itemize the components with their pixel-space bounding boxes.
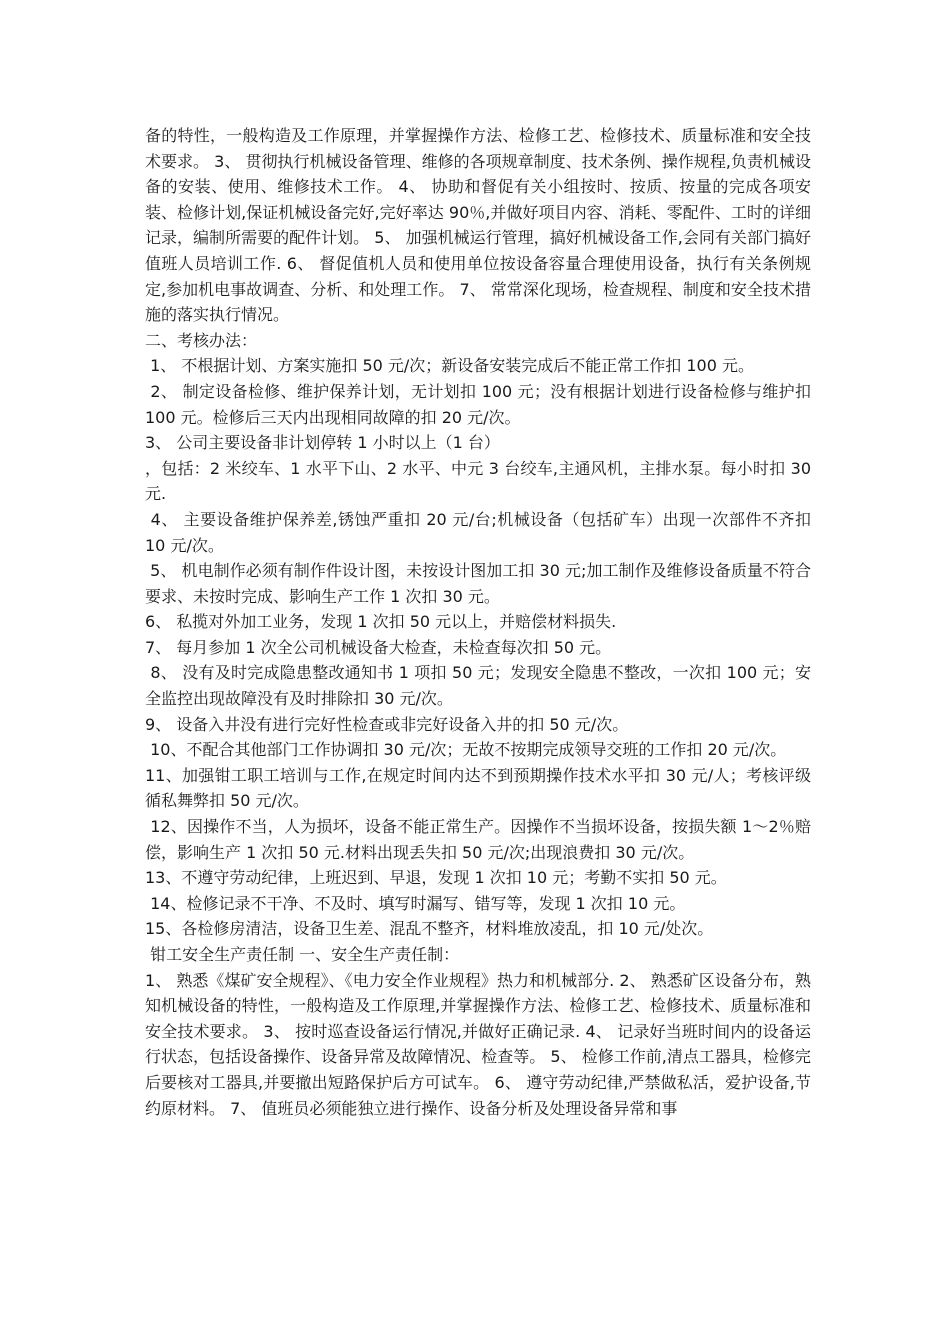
assessment-item-7: 7、 每月参加 1 次全公司机械设备大检查，未检查每次扣 50 元。 [145,637,612,657]
section-heading-fitter-safety: 钳工安全生产责任制 一、安全生产责任制： [145,945,460,964]
heading-assessment-methods: 二、考核办法： [145,330,258,350]
assessment-item-3-details: ，包括：2 米绞车、1 水平下山、2 水平、中元 3 台绞车,主通风机，主排水泵。每小时扣 30 元. [145,458,817,504]
paragraph-duties-continued: 备的特性，一般构造及工作原理，并掌握操作方法、检修工艺、检修技术、质量标准和安全技术要求。 3、 贯彻执行机械设备管理、维修的各项规章制度、技术条例、操作规程,负责机械设备的安装、使用、维修技术工作。 4、 协助和督促有关小组按时、按质、按量的完成各项安装、检修计划,保证机械设备完好,完好率达 90％,并做好项目内容、消耗、零配件、工时的详细记录，编制所需要的配件计划。 5、 加强机械运行管理，搞好机械设备工作,会同有关部门搞好值班人员培训工作. 6、 督促值机人员和使用单位按设备容量合理使用设备，执行有关条例规定,参加机电事故调查、分析、和处理工作。 7、 常常深化现场，检查规程、制度和安全技术措施的落实执行情况。 [145,126,811,325]
assessment-item-4: 4、 主要设备维护保养差,锈蚀严重扣 20 元/台;机械设备（包括矿车）出现一次部件不齐扣 10 元/次。 [145,509,817,555]
assessment-item-6: 6、 私揽对外加工业务，发现 1 次扣 50 元以上，并赔偿材料损失. [145,612,617,632]
assessment-item-2: 2、 制定设备检修、维护保养计划，无计划扣 100 元；没有根据计划进行设备检修与维护扣 100 元。检修后三天内出现相同故障的扣 20 元/次。 [145,381,817,427]
assessment-item-15: 15、各检修房清洁，设备卫生差、混乱不整齐，材料堆放凌乱，扣 10 元/处次。 [145,919,714,939]
assessment-item-13: 13、不遵守劳动纪律，上班迟到、早退，发现 1 次扣 10 元；考勤不实扣 50 元。 [145,868,727,888]
assessment-item-5: 5、 机电制作必须有制作件设计图，未按设计图加工扣 30 元;加工制作及维修设备质量不符合要求、未按时完成、影响生产工作 1 次扣 30 元。 [145,561,811,606]
assessment-item-10: 10、不配合其他部门工作协调扣 30 元/次；无故不按期完成领导交班的工作扣 20 元/次。 [145,740,787,760]
assessment-item-12: 12、因操作不当，人为损坏，设备不能正常生产。因操作不当损坏设备，按损失额 1～2％赔偿，影响生产 1 次扣 50 元.材料出现丢失扣 50 元/次;出现浪费扣 30 元/次。 [145,817,811,862]
document-body [145,123,817,1121]
assessment-item-14: 14、检修记录不干净、不及时、填写时漏写、错写等，发现 1 次扣 10 元。 [145,893,686,913]
assessment-item-3: 3、 公司主要设备非计划停转 1 小时以上（1 台） [145,433,500,453]
assessment-item-11: 11、加强钳工职工培训与工作,在规定时间内达不到预期操作技术水平扣 30 元/人；考核评级循私舞弊扣 50 元/次。 [145,765,811,811]
assessment-item-9: 9、 设备入井没有进行完好性检查或非完好设备入井的扣 50 元/次。 [145,714,629,734]
assessment-item-8: 8、 没有及时完成隐患整改通知书 1 项扣 50 元；发现安全隐患不整改，一次扣 100 元；安全监控出现故障没有及时排除扣 30 元/次。 [145,663,811,709]
assessment-item-1: 1、 不根据计划、方案实施扣 50 元/次；新设备安装完成后不能正常工作扣 100 元。 [145,356,754,376]
fitter-safety-duties: 1、 熟悉《煤矿安全规程》、《电力安全作业规程》热力和机械部分. 2、 熟悉矿区设备分布，熟知机械设备的特性，一般构造及工作原理,并掌握操作方法、检修工艺、检修技术、质量标准和安全技术要求。 3、 按时巡查设备运行情况,并做好正确记录. 4、 记录好当班时间内的设备运行状态，包括设备操作、设备异常及故障情况、检查等。 5、 检修工作前,清点工器具，检修完后要核对工器具,并要撤出短路保护后方可试车。 6、 遵守劳动纪律,严禁做私活，爱护设备,节约原材料。 7、 值班员必须能独立进行操作、设备分析及处理设备异常和事 [145,970,811,1118]
